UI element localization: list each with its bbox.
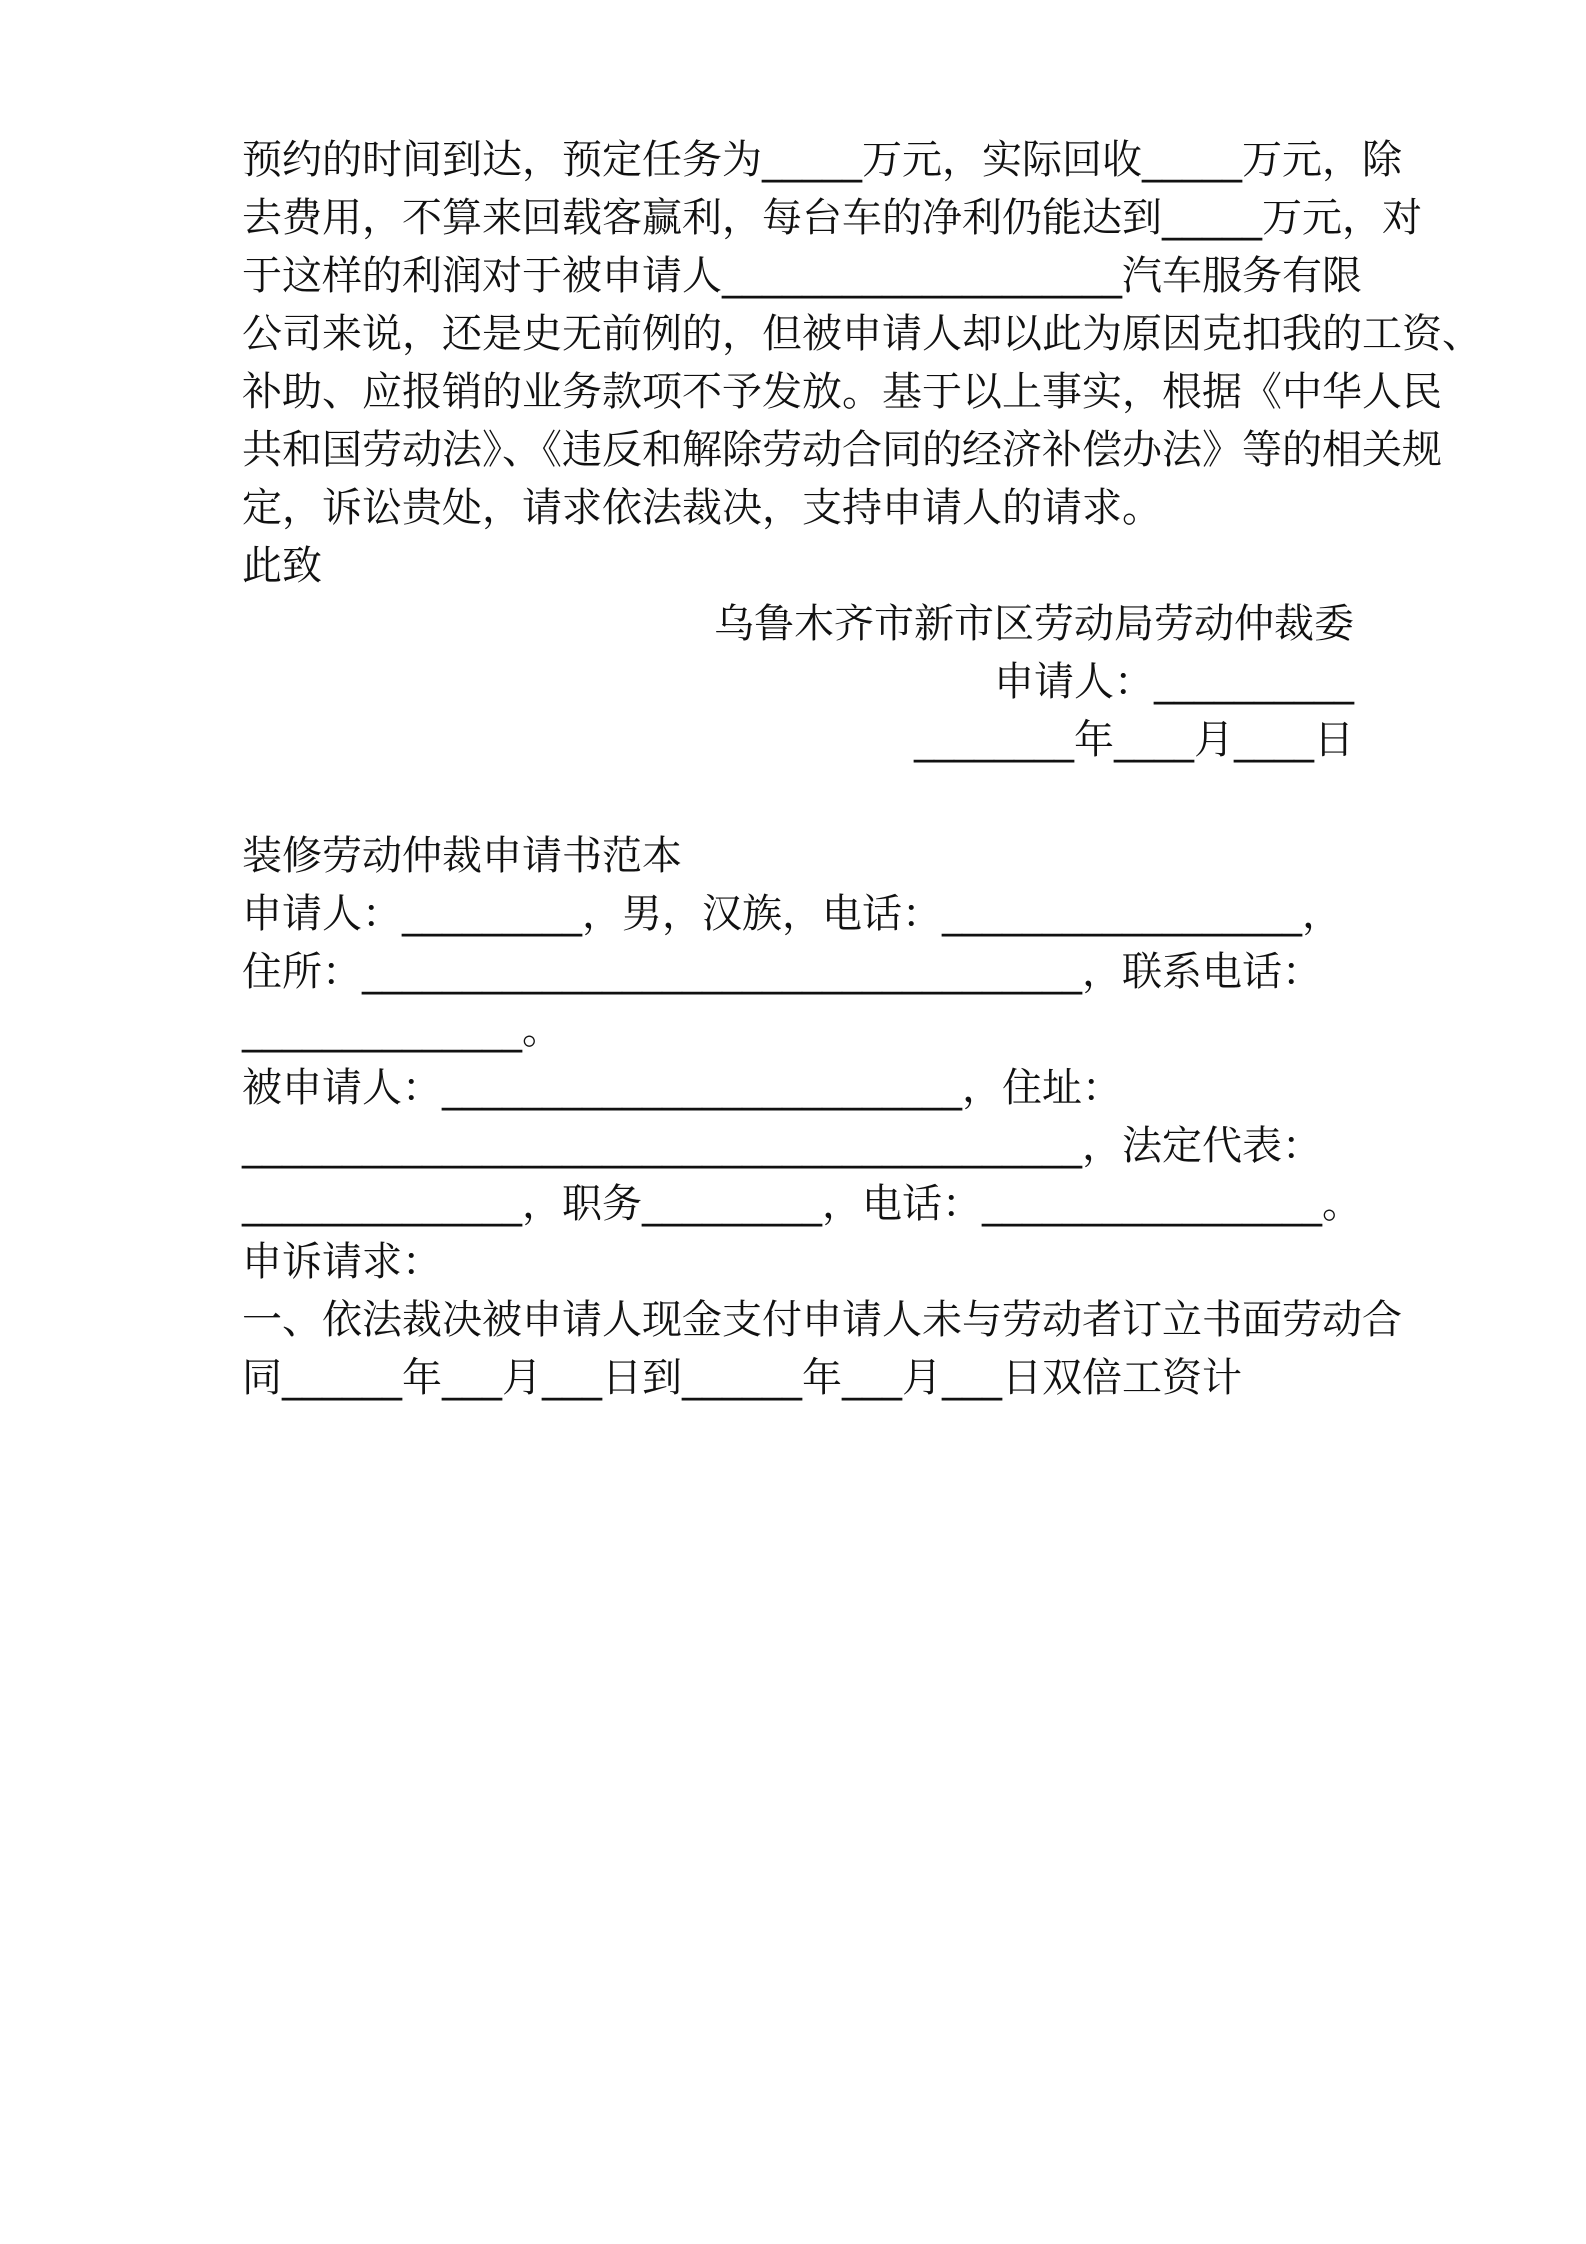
- claim-line: 一、依法裁决被申请人现金支付申请人未与劳动者订立书面劳动合: [242, 1297, 1402, 1343]
- section-title: 装修劳动仲裁申请书范本: [242, 833, 682, 879]
- body-text-line: 定，诉讼贵处，请求依法裁决，支持申请人的请求。: [242, 485, 1162, 531]
- respondent-info-line: 被申请人：__________________________，住址：: [242, 1065, 1122, 1111]
- claims-heading: 申诉请求：: [242, 1239, 442, 1285]
- body-text-line: 公司来说，还是史无前例的，但被申请人却以此为原因克扣我的工资、: [242, 311, 1482, 357]
- respondent-info-line: ______________，职务_________，电话：_________________。: [242, 1181, 1362, 1227]
- body-text-line: 去费用，不算来回载客赢利，每台车的净利仍能达到_____万元，对: [242, 195, 1422, 241]
- body-text-line: 预约的时间到达，预定任务为_____万元，实际回收_____万元，除: [242, 137, 1402, 183]
- salutation: 此致: [242, 543, 322, 589]
- date-line: ________年____月____日: [914, 717, 1354, 763]
- claim-line: 同______年___月___日到______年___月___日双倍工资计: [242, 1355, 1242, 1401]
- applicant-signature: 申请人：__________: [994, 659, 1354, 705]
- body-text-line: 共和国劳动法》、《违反和解除劳动合同的经济补偿办法》等的相关规: [242, 427, 1442, 473]
- addressee: 乌鲁木齐市新市区劳动局劳动仲裁委: [714, 601, 1354, 647]
- body-text-line: 补助、应报销的业务款项不予发放。基于以上事实，根据《中华人民: [242, 369, 1442, 415]
- applicant-info-line: 住所：____________________________________，联系电话：: [242, 949, 1322, 995]
- applicant-info-line: ______________。: [242, 1007, 562, 1053]
- respondent-info-line: __________________________________________，法定代表：: [242, 1123, 1322, 1169]
- applicant-info-line: 申请人：_________，男，汉族，电话：__________________，: [242, 891, 1342, 937]
- body-text-line: 于这样的利润对于被申请人____________________汽车服务有限: [242, 253, 1362, 299]
